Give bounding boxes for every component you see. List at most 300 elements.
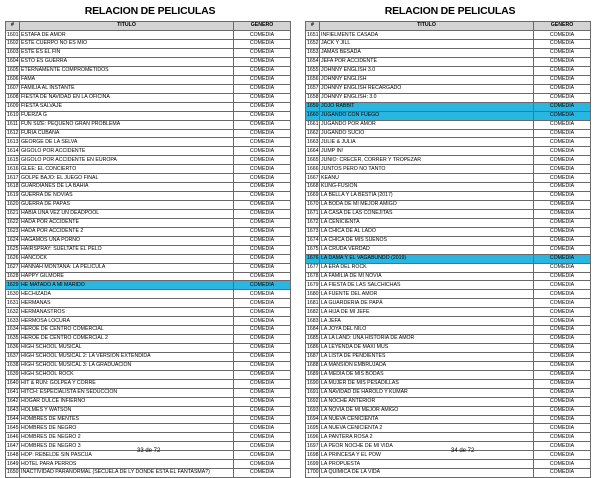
row-genre: COMEDIA [534, 406, 591, 415]
table-row [6, 183, 291, 192]
row-title: GLEE: EL CONCIERTO [20, 165, 234, 174]
table-row [6, 370, 291, 379]
row-title: HAIRSPRAY: SUELTATE EL PELO [20, 245, 234, 254]
row-number: 1677 [306, 263, 320, 272]
row-number: 1626 [6, 254, 20, 263]
row-title: GUERRA DE NOVIAS [20, 192, 234, 201]
row-number: 1615 [6, 156, 20, 165]
row-title: LA NOCHE ANTERIOR [320, 397, 534, 406]
row-number: 1636 [6, 344, 20, 353]
row-title: KUNG-FUSION [320, 183, 534, 192]
table-row [6, 58, 291, 67]
row-genre: COMEDIA [234, 451, 291, 460]
row-number: 1658 [306, 93, 320, 102]
page-left [0, 0, 300, 476]
row-title: LA LISTA DE PENDIENTES [320, 352, 534, 361]
row-genre: COMEDIA [534, 84, 591, 93]
table-row [6, 272, 291, 281]
row-genre: COMEDIA [234, 102, 291, 111]
row-genre: COMEDIA [534, 335, 591, 344]
row-genre: COMEDIA [534, 370, 591, 379]
row-number: 1667 [306, 174, 320, 183]
row-genre: COMEDIA [234, 227, 291, 236]
table-row [6, 147, 291, 156]
table-row [6, 66, 291, 75]
table-row [6, 352, 291, 361]
table-row [306, 84, 591, 93]
table-row [6, 379, 291, 388]
table-row [306, 209, 591, 218]
row-title: GIGOLO POR ACCIDENTE [20, 147, 234, 156]
row-title: HOTEL PARA PERROS [20, 460, 234, 469]
table-row [306, 165, 591, 174]
row-genre: COMEDIA [534, 31, 591, 40]
row-genre: COMEDIA [534, 40, 591, 49]
row-genre: COMEDIA [234, 326, 291, 335]
row-number: 1653 [306, 49, 320, 58]
movie-table [5, 21, 291, 478]
row-number: 1606 [6, 75, 20, 84]
table-row [306, 344, 591, 353]
row-title: LA LEYENDA DE MAXI MUS [320, 344, 534, 353]
row-number: 1603 [6, 49, 20, 58]
row-genre: COMEDIA [534, 156, 591, 165]
table-row [6, 102, 291, 111]
row-title: HEROE DE CENTRO COMERCIAL 2 [20, 335, 234, 344]
row-genre: COMEDIA [234, 460, 291, 469]
table-row [306, 75, 591, 84]
row-genre: COMEDIA [534, 58, 591, 67]
row-number: 1628 [6, 272, 20, 281]
table-row [306, 245, 591, 254]
row-number: 1645 [6, 424, 20, 433]
table-row [306, 120, 591, 129]
row-title: INFIELMENTE CASADA [320, 31, 534, 40]
table-body [6, 31, 291, 478]
row-genre: COMEDIA [534, 317, 591, 326]
row-genre: COMEDIA [534, 290, 591, 299]
row-title: HIT & RUN: GOLPEA Y CORRE [20, 379, 234, 388]
row-title: HERMOSA LOCURA [20, 317, 234, 326]
row-title: LA MANSION EMBRUJADA [320, 361, 534, 370]
row-number: 1640 [6, 379, 20, 388]
table-row [6, 209, 291, 218]
table-row [6, 424, 291, 433]
row-title: HOGAR DULCE INFIERNO [20, 397, 234, 406]
table-header-row [6, 22, 291, 31]
row-number: 1670 [306, 201, 320, 210]
row-title: JOJO RABBIT [320, 102, 534, 111]
row-genre: COMEDIA [534, 218, 591, 227]
row-genre: COMEDIA [534, 451, 591, 460]
row-genre: COMEDIA [234, 290, 291, 299]
row-title: JUNTOS PERO NO TANTO [320, 165, 534, 174]
row-title: HE MATADO A MI MARIDO [20, 281, 234, 290]
row-number: 1633 [6, 317, 20, 326]
table-row [6, 156, 291, 165]
row-number: 1688 [306, 361, 320, 370]
row-number: 1637 [6, 352, 20, 361]
row-genre: COMEDIA [534, 469, 591, 478]
row-genre: COMEDIA [534, 120, 591, 129]
row-number: 1686 [306, 344, 320, 353]
row-title: LA CHICA DE MIS SUEÑOS [320, 236, 534, 245]
row-genre: COMEDIA [534, 254, 591, 263]
row-genre: COMEDIA [234, 317, 291, 326]
row-title: JACK Y JILL [320, 40, 534, 49]
row-number: 1627 [6, 263, 20, 272]
row-title: INACTIVIDAD PARANORMAL (SECUELA DE LY DONDE ESTA EL FANTASMA?) [20, 469, 234, 478]
row-genre: COMEDIA [534, 281, 591, 290]
row-title: HOMBRES DE NEGRO 3 [20, 442, 234, 451]
row-number: 1687 [306, 352, 320, 361]
row-genre: COMEDIA [234, 433, 291, 442]
table-row [6, 40, 291, 49]
row-title: HAGAMOS UNA PORNO [20, 236, 234, 245]
table-row [6, 218, 291, 227]
row-number: 1625 [6, 245, 20, 254]
table-row [306, 299, 591, 308]
table-row [6, 344, 291, 353]
row-genre: COMEDIA [234, 93, 291, 102]
row-genre: COMEDIA [234, 335, 291, 344]
row-title: LA CRUDA VERDAD [320, 245, 534, 254]
table-row [6, 299, 291, 308]
row-title: FAMILIA AL INSTANTE [20, 84, 234, 93]
row-title: LA FIESTA DE LAS SALCHICHAS [320, 281, 534, 290]
row-number: 1664 [306, 147, 320, 156]
row-title: KEANU [320, 174, 534, 183]
row-title: FIESTA DE NAVIDAD EN LA OFICINA [20, 93, 234, 102]
row-genre: COMEDIA [234, 469, 291, 478]
row-number: 1673 [306, 227, 320, 236]
row-genre: COMEDIA [234, 272, 291, 281]
row-genre: COMEDIA [234, 424, 291, 433]
table-row [306, 379, 591, 388]
row-title: FURIA CUBANA [20, 129, 234, 138]
row-genre: COMEDIA [234, 129, 291, 138]
row-number: 1646 [6, 433, 20, 442]
row-title: JUGANDO CON FUEGO [320, 111, 534, 120]
row-number: 1692 [306, 397, 320, 406]
table-row [306, 308, 591, 317]
row-genre: COMEDIA [234, 361, 291, 370]
row-number: 1652 [306, 40, 320, 49]
row-title: LA PROPUESTA [320, 460, 534, 469]
row-genre: COMEDIA [234, 192, 291, 201]
row-title: HOP: REBELDE SIN PASCUA [20, 451, 234, 460]
row-genre: COMEDIA [234, 165, 291, 174]
row-genre: COMEDIA [234, 299, 291, 308]
row-title: LA NAVIDAD DE HAROLD Y KUMAR [320, 388, 534, 397]
row-genre: COMEDIA [534, 102, 591, 111]
row-title: HIGH SCHOOL MUSICAL 3: LA GRADUACION [20, 361, 234, 370]
page-title: RELACION DE PELICULAS [84, 5, 216, 17]
row-title: JUGANDO POR AMOR [320, 120, 534, 129]
row-title: LA NOVIA DE MI MEJOR AMIGO [320, 406, 534, 415]
table-row [306, 192, 591, 201]
row-number: 1681 [306, 299, 320, 308]
row-number: 1679 [306, 281, 320, 290]
table-row [306, 31, 591, 40]
table-row [306, 147, 591, 156]
row-title: FIESTA SALVAJE [20, 102, 234, 111]
table-row [6, 245, 291, 254]
row-number: 1694 [306, 415, 320, 424]
row-number: 1666 [306, 165, 320, 174]
table-row [6, 388, 291, 397]
table-row [306, 58, 591, 67]
row-number: 1654 [306, 58, 320, 67]
row-number: 1696 [306, 433, 320, 442]
table-row [306, 415, 591, 424]
row-number: 1601 [6, 31, 20, 40]
row-title: JOHNNY ENGLISH: 3.0 [320, 93, 534, 102]
row-title: LA CENICIENTA [320, 218, 534, 227]
page-title: RELACION DE PELICULAS [384, 5, 516, 17]
row-title: LA FAMILIA DE MI NOVIA [320, 272, 534, 281]
row-genre: COMEDIA [234, 156, 291, 165]
row-title: ESTE CUERPO NO ES MIO [20, 40, 234, 49]
table-row [6, 415, 291, 424]
row-number: 1619 [6, 192, 20, 201]
table-row [306, 317, 591, 326]
row-genre: COMEDIA [534, 379, 591, 388]
table-row [306, 102, 591, 111]
row-genre: COMEDIA [534, 308, 591, 317]
row-number: 1641 [6, 388, 20, 397]
table-row [306, 433, 591, 442]
row-genre: COMEDIA [234, 58, 291, 67]
row-number: 1623 [6, 227, 20, 236]
table-row [306, 352, 591, 361]
table-row [306, 272, 591, 281]
row-number: 1618 [6, 183, 20, 192]
row-genre: COMEDIA [534, 147, 591, 156]
row-number: 1614 [6, 147, 20, 156]
table-row [306, 397, 591, 406]
table-row [306, 254, 591, 263]
row-number: 1610 [6, 111, 20, 120]
table-row [306, 201, 591, 210]
table-row [6, 236, 291, 245]
table-row [6, 111, 291, 120]
row-title: JOHNNY ENGLISH [320, 75, 534, 84]
row-title: GUARDIANES DE LA BAHIA [20, 183, 234, 192]
row-title: LA NUEVA CENICIENTA 2 [320, 424, 534, 433]
table-row [306, 281, 591, 290]
row-title: GOLPE BAJO: EL JUEGO FINAL [20, 174, 234, 183]
row-title: HADA POR ACCIDENTE 2 [20, 227, 234, 236]
table-row [6, 406, 291, 415]
row-genre: COMEDIA [234, 308, 291, 317]
row-title: JAMAS BESADA [320, 49, 534, 58]
table-row [306, 370, 591, 379]
row-title: JULIE & JULIA [320, 138, 534, 147]
row-number: 1608 [6, 93, 20, 102]
table-row [306, 460, 591, 469]
row-number: 1631 [6, 299, 20, 308]
row-title: HANCOCK [20, 254, 234, 263]
row-genre: COMEDIA [234, 66, 291, 75]
table-row [6, 254, 291, 263]
row-number: 1644 [6, 415, 20, 424]
row-number: 1685 [306, 335, 320, 344]
row-number: 1682 [306, 308, 320, 317]
row-title: HIGH SCHOOL MUSICAL 2: LA VERSION EXTENDIDA [20, 352, 234, 361]
row-title: LA PEOR NOCHE DE MI VIDA [320, 442, 534, 451]
row-number: 1662 [306, 129, 320, 138]
row-genre: COMEDIA [534, 424, 591, 433]
row-genre: COMEDIA [234, 84, 291, 93]
row-title: LA DAMA Y EL VAGABUNDO (2019) [320, 254, 534, 263]
table-row [6, 433, 291, 442]
row-title: LA ERA DEL ROCK [320, 263, 534, 272]
row-number: 1655 [306, 66, 320, 75]
row-genre: COMEDIA [234, 209, 291, 218]
row-number: 1632 [6, 308, 20, 317]
row-genre: COMEDIA [234, 111, 291, 120]
table-row [6, 263, 291, 272]
table-row [6, 192, 291, 201]
row-title: HERMANASTROS [20, 308, 234, 317]
table-row [6, 308, 291, 317]
row-genre: COMEDIA [534, 75, 591, 84]
table-row [6, 281, 291, 290]
table-row [6, 93, 291, 102]
table-row [306, 66, 591, 75]
row-title: LA HIJA DE MI JEFE [320, 308, 534, 317]
row-title: JOHNNY ENGLISH RECARGADO [320, 84, 534, 93]
row-title: LA MEDIA DE MIS BODAS [320, 370, 534, 379]
page-right [300, 0, 600, 476]
table-row [6, 317, 291, 326]
table-body [306, 31, 591, 478]
row-title: LA LA LAND: UNA HISTORIA DE AMOR [320, 335, 534, 344]
row-number: 1674 [306, 236, 320, 245]
row-genre: COMEDIA [534, 129, 591, 138]
row-title: FUERZA G [20, 111, 234, 120]
table-row [6, 49, 291, 58]
page-number: 34 de 72 [451, 448, 475, 454]
row-title: LA PRINCESA Y EL POW [320, 451, 534, 460]
row-number: 1660 [306, 111, 320, 120]
row-genre: COMEDIA [534, 415, 591, 424]
row-number: 1695 [306, 424, 320, 433]
row-genre: COMEDIA [234, 120, 291, 129]
row-genre: COMEDIA [534, 433, 591, 442]
row-genre: COMEDIA [234, 379, 291, 388]
row-genre: COMEDIA [534, 66, 591, 75]
row-genre: COMEDIA [534, 460, 591, 469]
row-title: HERMANAS [20, 299, 234, 308]
row-title: LA GUARDERIA DE PAPÁ [320, 299, 534, 308]
table-row [6, 361, 291, 370]
row-genre: COMEDIA [234, 397, 291, 406]
row-genre: COMEDIA [534, 361, 591, 370]
row-number: 1691 [306, 388, 320, 397]
row-genre: COMEDIA [234, 442, 291, 451]
row-genre: COMEDIA [234, 245, 291, 254]
row-number: 1638 [6, 361, 20, 370]
row-title: HOMBRES DE NEGRO 2 [20, 433, 234, 442]
row-genre: COMEDIA [534, 272, 591, 281]
table-row [306, 236, 591, 245]
row-title: ESTE ES EL FIN [20, 49, 234, 58]
row-title: GIGOLO POR ACCIDENTE EN EUROPA [20, 156, 234, 165]
table-row [306, 174, 591, 183]
row-number: 1650 [6, 469, 20, 478]
table-row [306, 335, 591, 344]
table-row [306, 388, 591, 397]
table-row [6, 84, 291, 93]
row-title: JUGANDO SUCIO [320, 129, 534, 138]
row-title: HIGH SCHOOL ROCK [20, 370, 234, 379]
row-genre: COMEDIA [234, 174, 291, 183]
table-row [306, 442, 591, 451]
row-number: 1676 [306, 254, 320, 263]
table-row [306, 129, 591, 138]
row-genre: COMEDIA [234, 415, 291, 424]
row-title: LA QUIMICA DE LA VIDA [320, 469, 534, 478]
row-number: 1659 [306, 102, 320, 111]
row-number: 1642 [6, 397, 20, 406]
table-row [6, 129, 291, 138]
table-row [306, 218, 591, 227]
row-title: LA JEFA [320, 317, 534, 326]
row-number: 1684 [306, 326, 320, 335]
row-genre: COMEDIA [534, 397, 591, 406]
table-row [306, 183, 591, 192]
row-title: FUN SIZE: PEQUEÑO GRAN PROBLEMA [20, 120, 234, 129]
table-row [6, 201, 291, 210]
table-row [306, 93, 591, 102]
row-genre: COMEDIA [234, 370, 291, 379]
table-row [306, 263, 591, 272]
row-title: LA NUEVA CENICIENTA [320, 415, 534, 424]
row-number: 1604 [6, 58, 20, 67]
table-row [6, 469, 291, 478]
row-title: HANNAH MONTANA: LA PELICULA [20, 263, 234, 272]
row-title: HADA POR ACCIDENTE [20, 218, 234, 227]
table-row [306, 326, 591, 335]
row-number: 1700 [306, 469, 320, 478]
table-row [6, 120, 291, 129]
row-number: 1647 [6, 442, 20, 451]
row-title: HEROE DE CENTRO COMERCIAL [20, 326, 234, 335]
row-number: 1613 [6, 138, 20, 147]
header-num: # [6, 22, 20, 31]
row-title: HOMBRES DE MENTES [20, 415, 234, 424]
row-title: HOMBRES DE NEGRO [20, 424, 234, 433]
row-number: 1675 [306, 245, 320, 254]
table-row [6, 174, 291, 183]
row-number: 1699 [306, 460, 320, 469]
table-row [306, 49, 591, 58]
table-row [6, 326, 291, 335]
row-title: LA FUENTE DEL AMOR [320, 290, 534, 299]
row-genre: COMEDIA [234, 352, 291, 361]
table-row [306, 424, 591, 433]
table-row [306, 451, 591, 460]
row-number: 1663 [306, 138, 320, 147]
row-genre: COMEDIA [234, 75, 291, 84]
row-genre: COMEDIA [234, 138, 291, 147]
row-genre: COMEDIA [534, 93, 591, 102]
row-genre: COMEDIA [534, 209, 591, 218]
table-header-row [306, 22, 591, 31]
row-genre: COMEDIA [534, 326, 591, 335]
